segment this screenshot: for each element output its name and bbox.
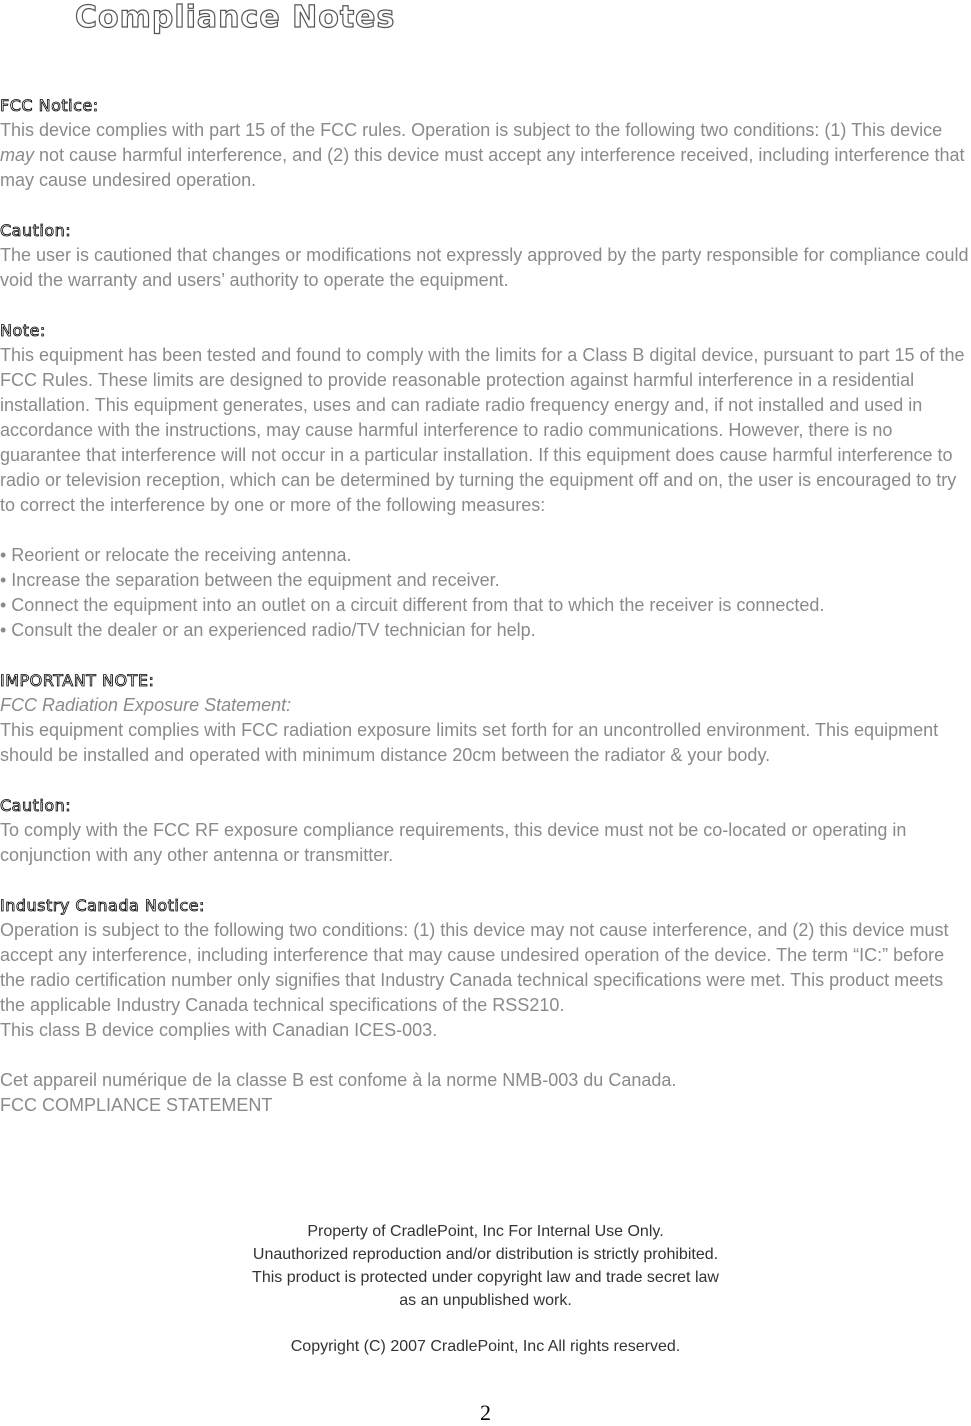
caution-text: The user is cautioned that changes or modifications not expressly approved by the party responsible for compliance could void the warranty and users’ authority to operate the equipment. [0, 245, 969, 290]
measures-list [0, 543, 971, 643]
measures-section [0, 543, 971, 643]
fcc-notice-heading: FCC Notice: [0, 96, 99, 115]
industry-canada-heading: Industry Canada Notice: [0, 896, 205, 915]
footer-gap [0, 1312, 971, 1335]
important-note-heading: IMPORTANT NOTE: [0, 671, 155, 690]
footer-line-4: as an unpublished work. [399, 1292, 572, 1309]
fcc-notice-text [0, 118, 971, 193]
footer [0, 1220, 971, 1358]
compliance-content [0, 93, 971, 1143]
footer-line-3: This product is protected under copyright law and trade secret law [252, 1269, 719, 1286]
fcc-notice-emphasis: may [0, 145, 35, 165]
fcc-notice-text-after: not cause harmful interference, and (2) this device must accept any interference received, including interference that may cause undesired operation. [0, 145, 965, 190]
footer-line-2: Unauthorized reproduction and/or distribution is strictly prohibited. [252, 1246, 719, 1263]
footer-copyright: Copyright (C) 2007 CradlePoint, Inc All rights reserved. [290, 1338, 681, 1355]
french-section [0, 1068, 971, 1118]
footer-line-1: Property of CradlePoint, Inc For Internal Use Only. [307, 1223, 664, 1240]
list-item: • Connect the equipment into an outlet on a circuit different from that to which the receiver is connected. [0, 595, 825, 615]
important-note-section [0, 668, 971, 768]
caution-section [0, 218, 971, 293]
radiation-exposure-subheading: FCC Radiation Exposure Statement: [0, 695, 292, 715]
list-item: • Reorient or relocate the receiving antenna. [0, 545, 352, 565]
caution-rf-text: To comply with the FCC RF exposure compliance requirements, this device must not be co-located or operating in conjunction with any other antenna or transmitter. [0, 820, 907, 865]
industry-canada-section [0, 893, 971, 1043]
caution-heading: Caution: [0, 221, 72, 240]
french-text: Cet appareil numérique de la classe B est confome à la norme NMB-003 du Canada. [0, 1070, 677, 1090]
page-title: Compliance Notes [75, 0, 396, 35]
fcc-notice-text-before: This device complies with part 15 of the FCC rules. Operation is subject to the following two conditions: (1) This device [0, 120, 943, 140]
note-text: This equipment has been tested and found to comply with the limits for a Class B digital device, pursuant to part 15 of the FCC Rules. These limits are designed to provide reasonable protection against harmful interference in a residential installation. This equipment generates, uses and can radiate radio frequency energy and, if not installed and used in accordance with the instructions, may cause harmful interference to radio communications. However, there is no guarantee that interference will not occur in a particular installation. If this equipment does cause harmful interference to radio or television reception, which can be determined by turning the equipment off and on, the user is encouraged to try to correct the interference by one or more of the following measures: [0, 345, 965, 515]
industry-canada-text: Operation is subject to the following two conditions: (1) this device may not cause interference, and (2) this device must accept any interference, including interference that may cause undesired operation of the device. The term “IC:” before the radio certification number only signifies that Industry Canada technical specifications were met. This product meets the applicable Industry Canada technical specifications of the RSS210. [0, 920, 949, 1015]
list-item: • Increase the separation between the equipment and receiver. [0, 570, 500, 590]
important-note-text: This equipment complies with FCC radiation exposure limits set forth for an uncontrolled environment. This equipment should be installed and operated with minimum distance 20cm between the radiator & your body. [0, 720, 939, 765]
list-item: • Consult the dealer or an experienced radio/TV technician for help. [0, 620, 536, 640]
caution-rf-heading: Caution: [0, 796, 72, 815]
page-number: 2 [480, 1400, 491, 1425]
note-heading: Note: [0, 321, 46, 340]
ices-text: This class B device complies with Canadian ICES-003. [0, 1020, 438, 1040]
fcc-compliance-statement: FCC COMPLIANCE STATEMENT [0, 1095, 273, 1115]
note-section [0, 318, 971, 518]
fcc-notice-section [0, 93, 971, 193]
caution-rf-section [0, 793, 971, 868]
